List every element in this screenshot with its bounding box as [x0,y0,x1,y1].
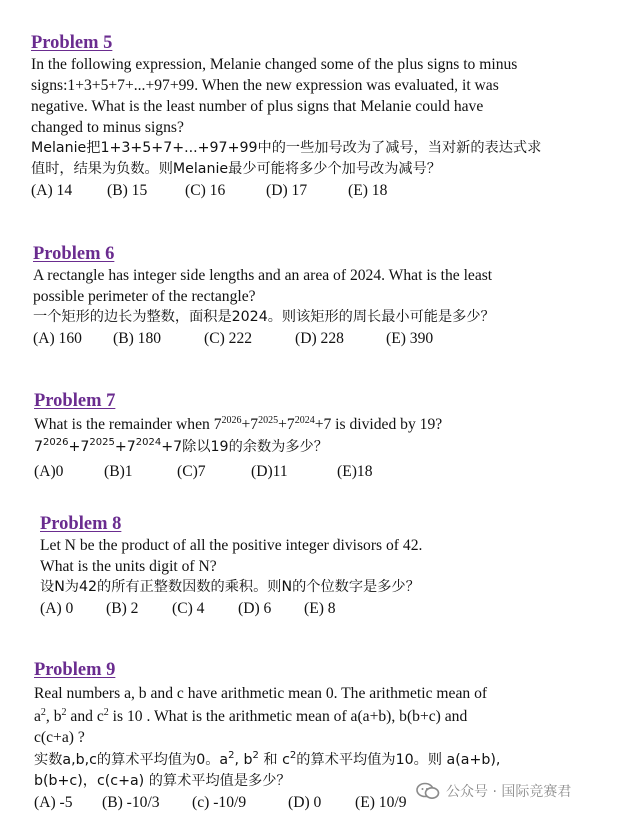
base: 7 [34,439,44,455]
problem-title: Problem 6 [33,244,115,264]
problem-text-chinese [34,750,638,771]
choice-d: (D) 228 [295,330,344,347]
problem-text-chinese: 值时，结果为负数。则Melanie最少可能将多少个加号改为减号？ [31,161,441,177]
choice-d: (D) 6 [238,600,272,617]
problem-title: Problem 7 [34,391,116,411]
plus-sign: + [68,439,81,455]
text-part: 的算术平均值为10。则 a(a+b), [296,752,501,768]
problem-5 [31,32,638,201]
problem-8 [40,513,638,619]
choice-e: (E) 10/9 [355,794,407,811]
choice-a: (A) 0 [40,600,74,617]
problem-6 [33,243,638,349]
text-part: , b [45,708,62,725]
problem-text-chinese [34,437,638,458]
problem-text-chinese: Melanie把1+3+5+7+...+97+99中的一些加号改为了减号，当对新的表达式求 [31,140,542,156]
problem-text-line: Real numbers a, b and c have arithmetic mean 0. The arithmetic mean of [34,685,488,702]
base: 7 [80,439,90,455]
answer-choices [40,598,638,619]
problem-text-line [34,706,638,727]
question-prefix: What is the remainder when 7 [34,416,222,433]
problem-text-chinese: 一个矩形的边长为整数，面积是2024。则该矩形的周长最小可能是多少？ [33,309,495,325]
choice-e: (E) 390 [386,330,434,347]
problem-7 [34,390,638,482]
choice-c: (C) 222 [204,330,253,347]
choice-d: (D)11 [251,463,288,480]
choice-b: (B) 15 [107,182,148,199]
choice-a: (A)0 [34,463,64,480]
exponent: 2024 [135,437,162,448]
choice-c: (C)7 [177,463,206,480]
problem-text-line [34,414,638,435]
exponent: 2024 [294,415,315,426]
choice-d: (D) 0 [288,794,322,811]
problem-title: Problem 8 [40,514,122,534]
choice-e: (E) 8 [304,600,336,617]
exponent: 2 [40,707,46,718]
exponent: 2026 [221,415,242,426]
wechat-official-account-icon [416,782,440,800]
problem-text-chinese: b(b+c)，c(c+a) 的算术平均值是多少？ [34,773,291,789]
exponent: 2026 [43,437,69,448]
choice-a: (A) 14 [31,182,73,199]
watermark-text: 公众号 · 国际竞赛君 [446,784,572,800]
base: 7 [126,439,136,455]
answer-choices [33,328,638,349]
text-part: is 10 . What is the arithmetic mean of a(a+b), b(b+c) and [108,708,468,725]
watermark [416,778,571,804]
exponent: 2 [61,707,67,718]
problem-text-line: In the following expression, Melanie changed some of the plus signs to minus [31,56,518,73]
problem-title: Problem 5 [31,33,113,53]
plus-sign: + [241,416,251,433]
problem-text-line: A rectangle has integer side lengths and an area of 2024. What is the least [33,267,493,284]
choice-b: (B) 180 [113,330,162,347]
problem-text-chinese: 设N为42的所有正整数因数的乘积。则N的个位数字是多少？ [40,579,420,595]
choice-a: (A) 160 [33,330,82,347]
choice-c: (c) -10/9 [192,794,247,811]
exponent: 2 [228,750,235,761]
choice-c: (C) 4 [172,600,205,617]
exponent: 2025 [258,415,279,426]
exponent: 2 [289,750,297,761]
choice-b: (B) -10/3 [102,794,160,811]
problem-title: Problem 9 [34,660,116,680]
problem-text-line: Let N be the product of all the positive integer divisors of 42. [40,537,423,554]
problem-text-line: signs:1+3+5+7+...+97+99. When the new expression was evaluated, it was [31,77,499,94]
choice-d: (D) 17 [266,182,308,199]
base: 7 [250,416,259,433]
text-part: a [34,708,41,725]
text-part: 和 c [258,752,290,768]
problem-text-line: possible perimeter of the rectangle? [33,288,256,305]
choice-a: (A) -5 [34,794,73,811]
problem-text-line: negative. What is the least number of plus signs that Melanie could have [31,98,484,115]
text-part: , b [234,752,253,768]
choice-e: (E) 18 [348,182,388,199]
answer-choices [31,180,638,201]
exponent: 2 [103,707,109,718]
problem-text-line: changed to minus signs? [31,119,184,136]
exponent: 2 [252,750,259,761]
base: 7 [286,416,295,433]
chinese-suffix: +7除以19的余数为多少？ [161,439,328,455]
choice-e: (E)18 [337,463,373,480]
choice-b: (B)1 [104,463,133,480]
text-part: and c [66,708,104,725]
exponent: 2025 [89,437,115,448]
problem-text-line: What is the units digit of N? [40,558,217,575]
choice-c: (C) 16 [185,182,226,199]
answer-choices [34,461,638,482]
choice-b: (B) 2 [106,600,139,617]
text-part: 实数a,b,c的算术平均值为0。a [34,752,229,768]
plus-sign: + [278,416,287,433]
problem-text-line: c(c+a) ? [34,729,85,746]
plus-sign: + [114,439,127,455]
question-suffix: +7 is divided by 19? [314,416,443,433]
